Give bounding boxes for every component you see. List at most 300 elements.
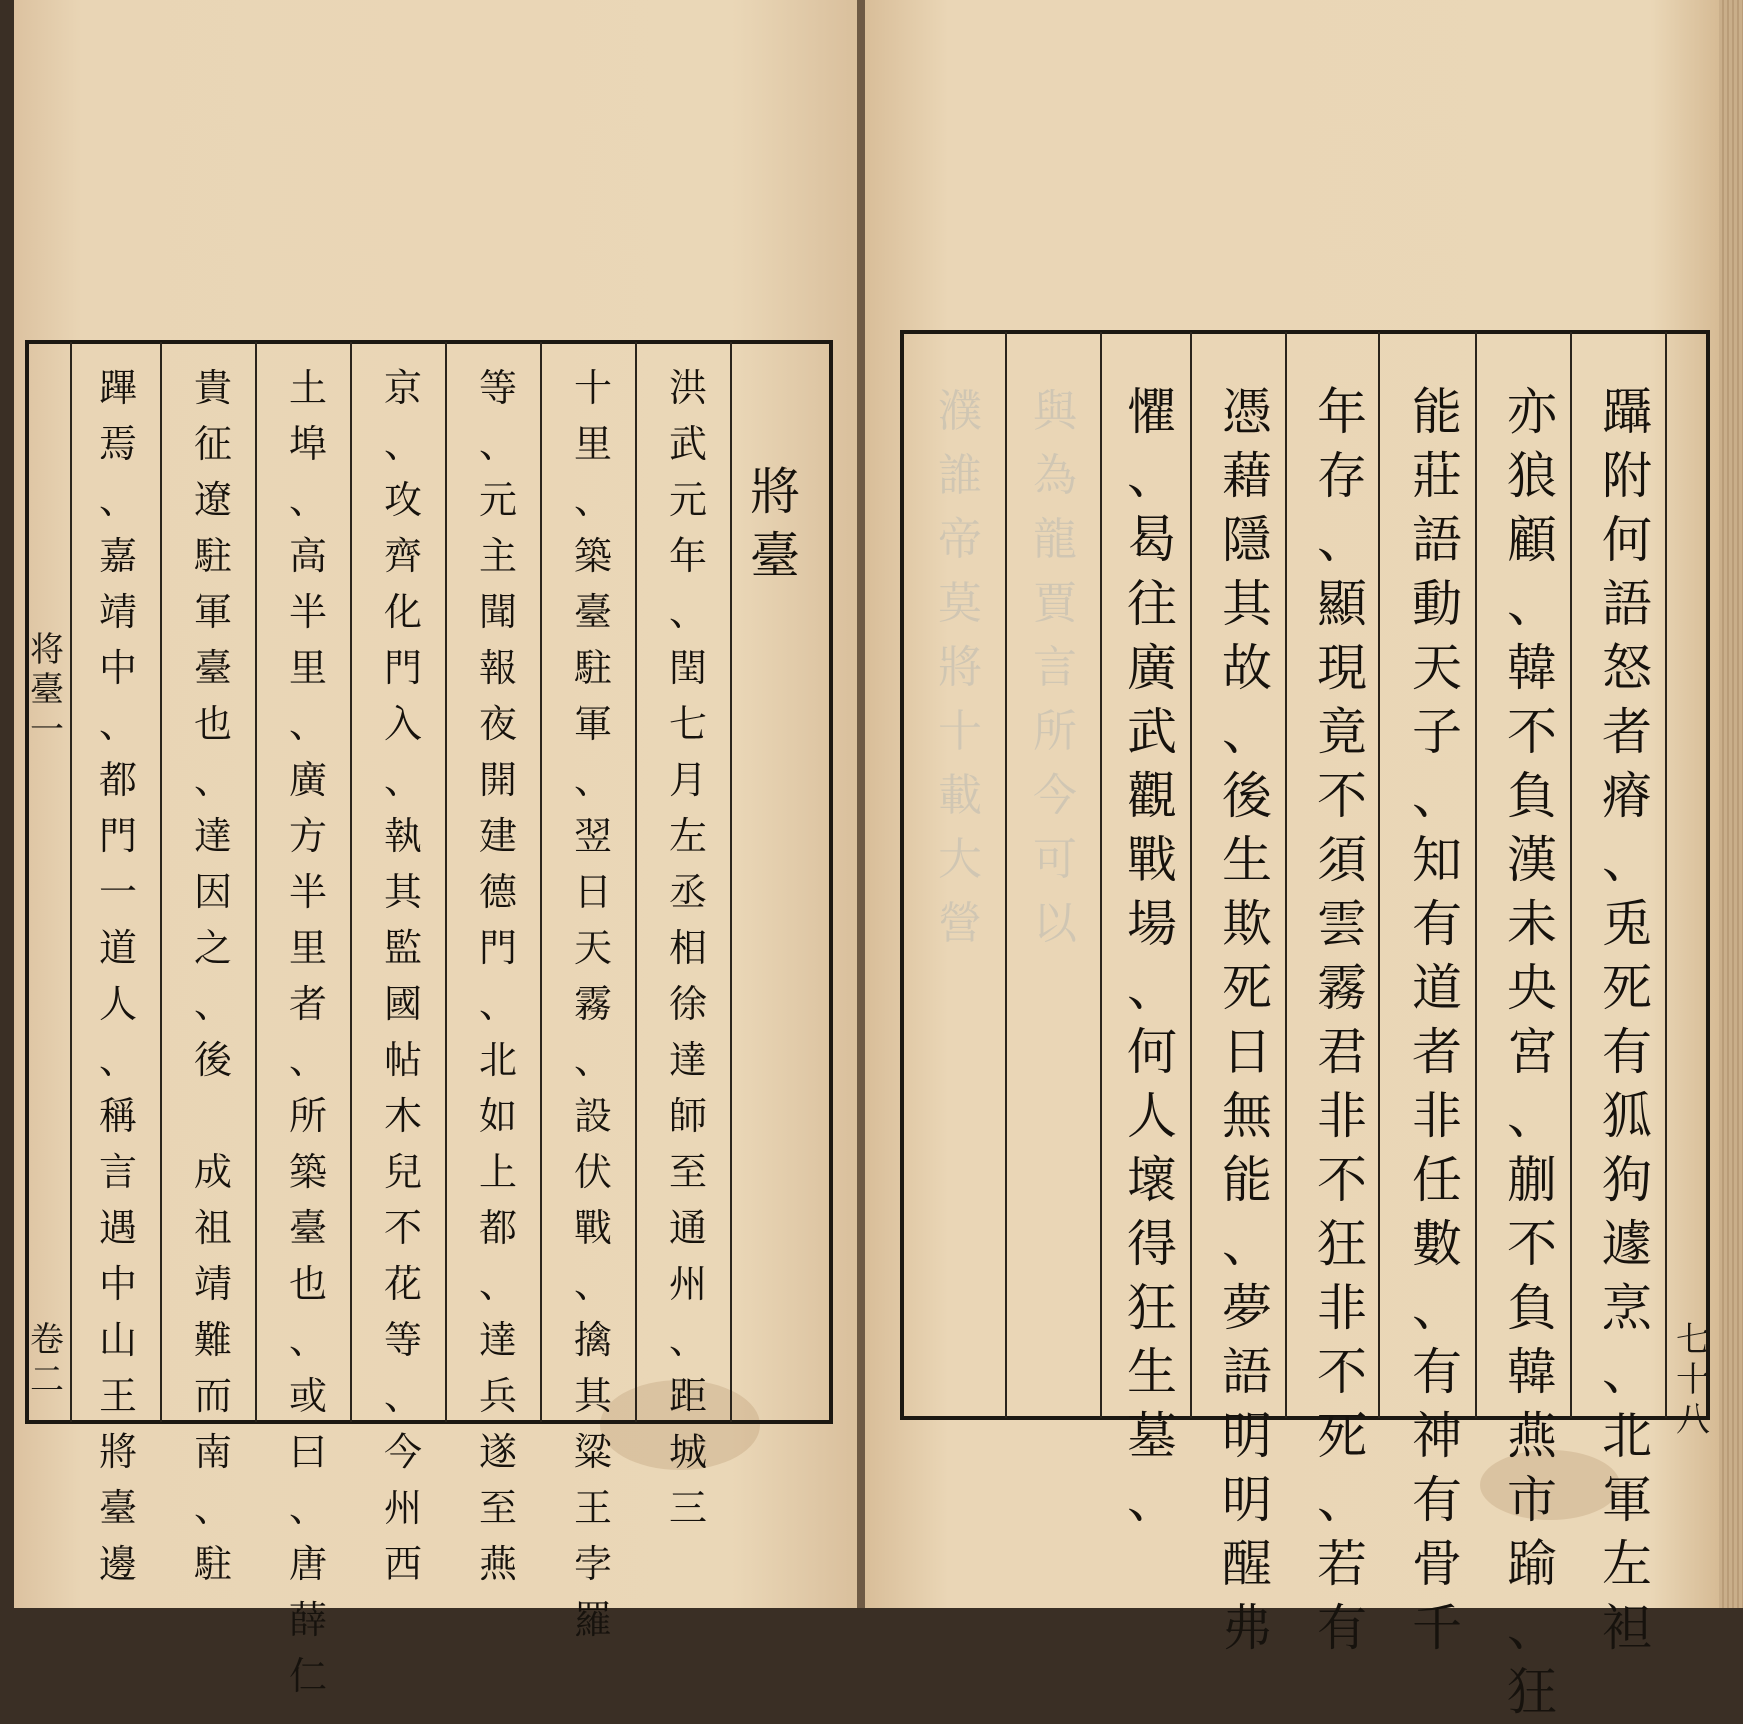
glyph: 能 xyxy=(1412,383,1462,441)
text-column xyxy=(1407,380,1467,1660)
glyph: 不 xyxy=(1317,1343,1367,1401)
glyph: 、 xyxy=(1317,1471,1367,1529)
glyph: 、 xyxy=(1412,1279,1462,1337)
glyph: 方 xyxy=(288,814,327,858)
column-rule xyxy=(1005,332,1007,1418)
glyph: 、 xyxy=(193,758,232,802)
glyph: 邊 xyxy=(98,1542,137,1586)
glyph: 狂 xyxy=(1507,1663,1557,1721)
glyph: 霧 xyxy=(573,982,612,1026)
glyph: 臺 xyxy=(750,527,800,585)
glyph: 都 xyxy=(98,758,137,802)
glyph: 軍 xyxy=(1602,1471,1652,1529)
glyph: 距 xyxy=(668,1374,707,1418)
glyph: 将 xyxy=(30,630,64,670)
glyph: 道 xyxy=(98,926,137,970)
glyph: 死 xyxy=(1317,1407,1367,1465)
section-heading xyxy=(745,460,805,588)
column-rule xyxy=(160,342,162,1422)
glyph: 任 xyxy=(1412,1151,1462,1209)
glyph: 成 xyxy=(193,1150,232,1194)
glyph: 里 xyxy=(288,926,327,970)
glyph: 里 xyxy=(288,646,327,690)
glyph: 門 xyxy=(98,814,137,858)
glyph: 年 xyxy=(668,534,707,578)
glyph: 夜 xyxy=(478,702,517,746)
glyph: 城 xyxy=(668,1430,707,1474)
glyph: 軍 xyxy=(573,702,612,746)
glyph: 須 xyxy=(1317,831,1367,889)
glyph: 怒 xyxy=(1602,639,1652,697)
glyph: 生 xyxy=(1222,831,1272,889)
glyph: 其 xyxy=(1222,575,1272,633)
glyph: 達 xyxy=(193,814,232,858)
margin-title xyxy=(27,630,67,750)
glyph: 明 xyxy=(1222,1471,1272,1529)
glyph: 翌 xyxy=(573,814,612,858)
glyph: 明 xyxy=(1222,1407,1272,1465)
glyph: 央 xyxy=(1507,959,1557,1017)
glyph: 竟 xyxy=(1317,703,1367,761)
glyph: 稱 xyxy=(98,1094,137,1138)
glyph: 非 xyxy=(1317,1087,1367,1145)
glyph: 臺 xyxy=(30,670,64,710)
glyph: 征 xyxy=(193,422,232,466)
glyph: 山 xyxy=(98,1318,137,1362)
glyph: 後 xyxy=(193,1038,232,1082)
glyph: 數 xyxy=(1412,1215,1462,1273)
glyph: 語 xyxy=(1412,511,1462,569)
text-column xyxy=(571,360,615,1648)
glyph: 月 xyxy=(668,758,707,802)
glyph: 後 xyxy=(1222,767,1272,825)
glyph: 、 xyxy=(668,590,707,634)
glyph: 知 xyxy=(1412,831,1462,889)
glyph: 廣 xyxy=(288,758,327,802)
column-rule xyxy=(540,342,542,1422)
glyph: 、 xyxy=(1602,1343,1652,1401)
glyph: 附 xyxy=(1602,447,1652,505)
glyph: 有 xyxy=(1412,1471,1462,1529)
glyph: 袒 xyxy=(1602,1599,1652,1657)
column-rule xyxy=(1570,332,1572,1418)
glyph: 有 xyxy=(1412,1343,1462,1401)
glyph: 武 xyxy=(668,422,707,466)
column-rule xyxy=(350,342,352,1422)
glyph: 、 xyxy=(1127,447,1177,505)
glyph: 十 xyxy=(1676,1360,1710,1400)
glyph: 天 xyxy=(573,926,612,970)
glyph: 非 xyxy=(1412,1087,1462,1145)
glyph: 也 xyxy=(193,702,232,746)
glyph: 一 xyxy=(98,870,137,914)
glyph: 德 xyxy=(478,870,517,914)
glyph: 武 xyxy=(1127,703,1177,761)
glyph: 、 xyxy=(573,758,612,802)
glyph: 州 xyxy=(383,1486,422,1530)
glyph: 、 xyxy=(193,1486,232,1530)
text-column xyxy=(1597,380,1657,1660)
glyph: 元 xyxy=(478,478,517,522)
glyph: 韓 xyxy=(1507,639,1557,697)
glyph: 擒 xyxy=(573,1318,612,1362)
glyph: 、 xyxy=(573,1262,612,1306)
glyph: 國 xyxy=(383,982,422,1026)
glyph: 州 xyxy=(668,1262,707,1306)
glyph: 狂 xyxy=(1127,1279,1177,1337)
glyph: 語 xyxy=(1222,1343,1272,1401)
glyph: 、 xyxy=(383,758,422,802)
glyph: 不 xyxy=(383,1206,422,1250)
glyph: 其 xyxy=(383,870,422,914)
glyph: 躡 xyxy=(1602,383,1652,441)
glyph: 非 xyxy=(1317,1279,1367,1337)
page-edge xyxy=(1719,0,1743,1608)
glyph: 韓 xyxy=(1507,1343,1557,1401)
glyph: 能 xyxy=(1222,1151,1272,1209)
glyph: 里 xyxy=(573,422,612,466)
text-column xyxy=(1502,380,1562,1724)
glyph: 燕 xyxy=(1507,1407,1557,1465)
glyph: 曷 xyxy=(1127,511,1177,569)
glyph: 主 xyxy=(478,534,517,578)
volume-label xyxy=(27,1320,67,1400)
glyph: 攻 xyxy=(383,478,422,522)
glyph: 也 xyxy=(288,1262,327,1306)
glyph: 觀 xyxy=(1127,767,1177,825)
show-through-text: 與 為 龍 賈 言 所 今 可 以 xyxy=(1033,386,1077,949)
glyph: 唐 xyxy=(288,1542,327,1586)
text-column xyxy=(381,360,425,1592)
glyph: 、 xyxy=(1317,511,1367,569)
glyph: 監 xyxy=(383,926,422,970)
glyph: 不 xyxy=(1507,703,1557,761)
glyph: 語 xyxy=(1602,575,1652,633)
glyph: 、 xyxy=(573,1038,612,1082)
glyph: 洪 xyxy=(668,366,707,410)
glyph: 日 xyxy=(573,870,612,914)
glyph: 南 xyxy=(193,1430,232,1474)
glyph: 欺 xyxy=(1222,895,1272,953)
glyph: 死 xyxy=(1222,959,1272,1017)
glyph: 狂 xyxy=(1317,1215,1367,1273)
text-column xyxy=(286,360,330,1704)
glyph: 上 xyxy=(478,1150,517,1194)
glyph: 中 xyxy=(98,1262,137,1306)
glyph: 現 xyxy=(1317,639,1367,697)
glyph: 都 xyxy=(478,1206,517,1250)
glyph: 王 xyxy=(573,1486,612,1530)
glyph: 夢 xyxy=(1222,1279,1272,1337)
right-text-frame xyxy=(900,330,1710,1420)
glyph: 烹 xyxy=(1602,1279,1652,1337)
glyph: 子 xyxy=(1412,703,1462,761)
glyph: 臺 xyxy=(288,1206,327,1250)
glyph: 生 xyxy=(1127,1343,1177,1401)
glyph: 將 xyxy=(750,463,800,521)
glyph: 王 xyxy=(98,1374,137,1418)
glyph: 道 xyxy=(1412,959,1462,1017)
glyph: 、 xyxy=(1222,703,1272,761)
column-rule xyxy=(255,342,257,1422)
glyph: 、 xyxy=(1507,575,1557,633)
glyph: 之 xyxy=(193,926,232,970)
glyph: 、 xyxy=(288,1038,327,1082)
glyph: 難 xyxy=(193,1318,232,1362)
glyph: 閏 xyxy=(668,646,707,690)
glyph: 駐 xyxy=(193,1542,232,1586)
glyph: 、 xyxy=(573,478,612,522)
glyph: 化 xyxy=(383,590,422,634)
glyph: 動 xyxy=(1412,575,1462,633)
glyph: 半 xyxy=(288,870,327,914)
glyph: 粱 xyxy=(573,1430,612,1474)
glyph: 左 xyxy=(668,814,707,858)
glyph: 市 xyxy=(1507,1471,1557,1529)
glyph: 莊 xyxy=(1412,447,1462,505)
glyph: 燕 xyxy=(478,1542,517,1586)
glyph: 、 xyxy=(1127,1471,1177,1529)
glyph: 八 xyxy=(1676,1400,1710,1440)
glyph: 等 xyxy=(383,1318,422,1362)
glyph: 墓 xyxy=(1127,1407,1177,1465)
glyph: 齊 xyxy=(383,534,422,578)
glyph: 其 xyxy=(573,1374,612,1418)
glyph: 醒 xyxy=(1222,1535,1272,1593)
glyph: 存 xyxy=(1317,447,1367,505)
glyph: 靖 xyxy=(193,1262,232,1306)
glyph: 木 xyxy=(383,1094,422,1138)
glyph: 如 xyxy=(478,1094,517,1138)
glyph: 廣 xyxy=(1127,639,1177,697)
glyph: 若 xyxy=(1317,1535,1367,1593)
glyph: 相 xyxy=(668,926,707,970)
glyph: 遽 xyxy=(1602,1215,1652,1273)
glyph: 師 xyxy=(668,1094,707,1138)
column-rule xyxy=(1100,332,1102,1418)
glyph: 因 xyxy=(193,870,232,914)
glyph: 、 xyxy=(193,982,232,1026)
glyph: 土 xyxy=(288,366,327,410)
glyph: 者 xyxy=(1602,703,1652,761)
glyph: 隱 xyxy=(1222,511,1272,569)
glyph: 、 xyxy=(1412,767,1462,825)
text-column xyxy=(96,360,140,1592)
glyph: 兵 xyxy=(478,1374,517,1418)
glyph: 場 xyxy=(1127,895,1177,953)
glyph: 門 xyxy=(478,926,517,970)
glyph: 、 xyxy=(98,1038,137,1082)
glyph: 孛 xyxy=(573,1542,612,1586)
glyph: 伏 xyxy=(573,1150,612,1194)
glyph: 高 xyxy=(288,534,327,578)
glyph: 焉 xyxy=(98,422,137,466)
glyph: 戰 xyxy=(1127,831,1177,889)
glyph: 、 xyxy=(1222,1215,1272,1273)
glyph: 天 xyxy=(1412,639,1462,697)
glyph: 報 xyxy=(478,646,517,690)
glyph: 卷 xyxy=(30,1320,64,1360)
glyph: 等 xyxy=(478,366,517,410)
glyph: 蒯 xyxy=(1507,1151,1557,1209)
glyph: 半 xyxy=(288,590,327,634)
glyph: 建 xyxy=(478,814,517,858)
glyph: 、 xyxy=(288,702,327,746)
show-through-text: 濮 誰 帝 莫 將 十 載 大 營 xyxy=(938,386,982,949)
glyph: 臺 xyxy=(193,646,232,690)
glyph: 祖 xyxy=(193,1206,232,1250)
glyph: 花 xyxy=(383,1262,422,1306)
glyph: 所 xyxy=(288,1094,327,1138)
glyph: 宮 xyxy=(1507,1023,1557,1081)
text-column xyxy=(1217,380,1277,1660)
glyph: 臺 xyxy=(573,590,612,634)
text-column xyxy=(476,360,520,1592)
glyph: 負 xyxy=(1507,1279,1557,1337)
text-column xyxy=(1312,380,1372,1660)
glyph: 一 xyxy=(30,710,64,750)
glyph: 今 xyxy=(383,1430,422,1474)
glyph: 羅 xyxy=(573,1598,612,1642)
glyph: 北 xyxy=(478,1038,517,1082)
glyph: 兎 xyxy=(1602,895,1652,953)
glyph: 築 xyxy=(573,534,612,578)
glyph: 元 xyxy=(668,478,707,522)
glyph: 、 xyxy=(98,702,137,746)
glyph: 人 xyxy=(1127,1087,1177,1145)
glyph: 兒 xyxy=(383,1150,422,1194)
glyph: 築 xyxy=(288,1150,327,1194)
glyph: 者 xyxy=(288,982,327,1026)
glyph: 三 xyxy=(668,1486,707,1530)
glyph: 、 xyxy=(478,982,517,1026)
glyph: 二 xyxy=(30,1360,64,1400)
column-rule xyxy=(1285,332,1287,1418)
glyph: 、 xyxy=(288,1318,327,1362)
glyph: 徐 xyxy=(668,982,707,1026)
glyph: 有 xyxy=(1412,895,1462,953)
column-rule xyxy=(445,342,447,1422)
column-rule xyxy=(1190,332,1192,1418)
glyph: 顯 xyxy=(1317,575,1367,633)
glyph: 聞 xyxy=(478,590,517,634)
glyph: 仁 xyxy=(288,1654,327,1698)
glyph: 將 xyxy=(98,1430,137,1474)
glyph: 遼 xyxy=(193,478,232,522)
glyph: 有 xyxy=(1317,1599,1367,1657)
glyph: 亦 xyxy=(1507,383,1557,441)
glyph: 、 xyxy=(1602,831,1652,889)
glyph: 曰 xyxy=(288,1430,327,1474)
glyph: 嘉 xyxy=(98,534,137,578)
glyph: 千 xyxy=(1412,1599,1462,1657)
glyph: 蹕 xyxy=(98,366,137,410)
glyph: 靖 xyxy=(98,590,137,634)
glyph: 達 xyxy=(478,1318,517,1362)
glyph: 人 xyxy=(98,982,137,1026)
glyph: 狐 xyxy=(1602,1087,1652,1145)
glyph: 、 xyxy=(478,1262,517,1306)
glyph: 漢 xyxy=(1507,831,1557,889)
glyph: 入 xyxy=(383,702,422,746)
glyph: 薛 xyxy=(288,1598,327,1642)
glyph: 君 xyxy=(1317,1023,1367,1081)
glyph: 至 xyxy=(668,1150,707,1194)
glyph: 得 xyxy=(1127,1215,1177,1273)
glyph: 踰 xyxy=(1507,1535,1557,1593)
folio-number xyxy=(1673,1320,1713,1440)
glyph: 達 xyxy=(668,1038,707,1082)
glyph: 狗 xyxy=(1602,1151,1652,1209)
glyph: 負 xyxy=(1507,767,1557,825)
glyph: 瘠 xyxy=(1602,767,1652,825)
glyph: 貴 xyxy=(193,366,232,410)
glyph: 開 xyxy=(478,758,517,802)
glyph xyxy=(191,1088,235,1144)
glyph: 、 xyxy=(383,422,422,466)
column-rule xyxy=(635,342,637,1422)
column-rule xyxy=(70,342,72,1422)
glyph: 弗 xyxy=(1222,1599,1272,1657)
glyph: 無 xyxy=(1222,1087,1272,1145)
glyph: 不 xyxy=(1317,1151,1367,1209)
glyph: 言 xyxy=(98,1150,137,1194)
glyph: 駐 xyxy=(193,534,232,578)
glyph: 不 xyxy=(1507,1215,1557,1273)
book-gutter xyxy=(857,0,865,1608)
glyph: 者 xyxy=(1412,1023,1462,1081)
glyph: 年 xyxy=(1317,383,1367,441)
glyph: 左 xyxy=(1602,1535,1652,1593)
glyph: 霧 xyxy=(1317,959,1367,1017)
glyph: 、 xyxy=(383,1374,422,1418)
glyph: 遇 xyxy=(98,1206,137,1250)
glyph: 故 xyxy=(1222,639,1272,697)
glyph: 、 xyxy=(1127,959,1177,1017)
column-rule xyxy=(1475,332,1477,1418)
glyph: 憑 xyxy=(1222,383,1272,441)
glyph: 七 xyxy=(668,702,707,746)
glyph: 埠 xyxy=(288,422,327,466)
text-column xyxy=(191,360,235,1592)
glyph: 臺 xyxy=(98,1486,137,1530)
text-column xyxy=(666,360,710,1536)
glyph: 日 xyxy=(1222,1023,1272,1081)
glyph: 懼 xyxy=(1127,383,1177,441)
glyph: 中 xyxy=(98,646,137,690)
glyph: 、 xyxy=(288,478,327,522)
glyph: 、 xyxy=(668,1318,707,1362)
glyph: 、 xyxy=(478,422,517,466)
glyph: 雲 xyxy=(1317,895,1367,953)
glyph: 往 xyxy=(1127,575,1177,633)
glyph: 骨 xyxy=(1412,1535,1462,1593)
glyph: 壞 xyxy=(1127,1151,1177,1209)
glyph: 北 xyxy=(1602,1407,1652,1465)
glyph: 或 xyxy=(288,1374,327,1418)
glyph: 未 xyxy=(1507,895,1557,953)
glyph: 藉 xyxy=(1222,447,1272,505)
text-column xyxy=(1122,380,1182,1532)
glyph: 狼 xyxy=(1507,447,1557,505)
glyph: 、 xyxy=(1507,1599,1557,1657)
glyph: 、 xyxy=(288,1486,327,1530)
glyph: 通 xyxy=(668,1206,707,1250)
glyph: 軍 xyxy=(193,590,232,634)
glyph: 何 xyxy=(1602,511,1652,569)
glyph: 執 xyxy=(383,814,422,858)
glyph: 死 xyxy=(1602,959,1652,1017)
